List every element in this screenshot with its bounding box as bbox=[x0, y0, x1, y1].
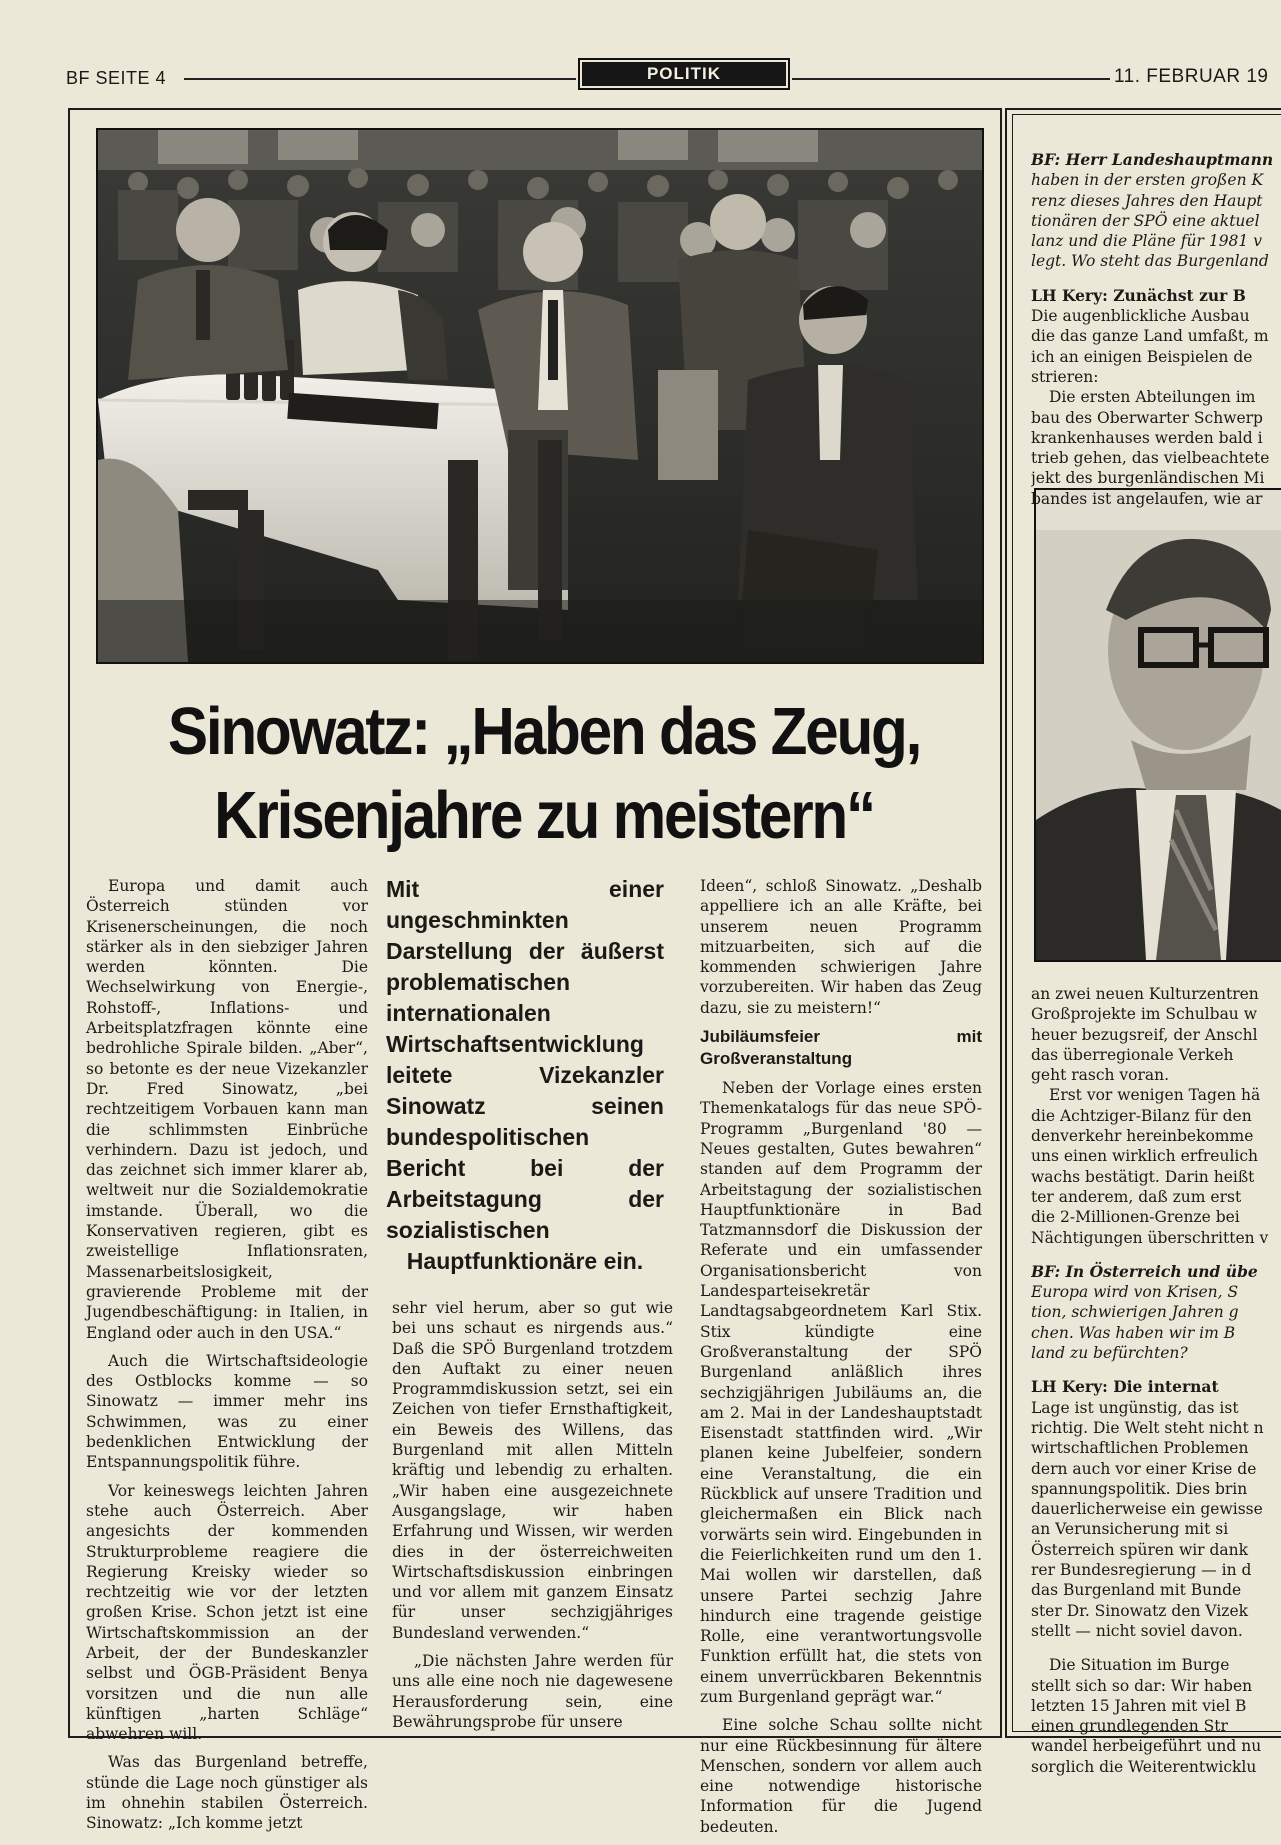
interview-line: haben in der ersten großen K bbox=[1031, 171, 1264, 190]
interview-line: denverkehr hereinbekomme bbox=[1031, 1127, 1254, 1146]
interview-line: sorglich die Weiterentwicklu bbox=[1031, 1757, 1257, 1776]
paragraph: Was das Burgenland betreffe, stünde die Lage noch günstiger als im ohnehin stabilen Österreich. Sinowatz: „Ich komme jetzt bbox=[86, 1753, 368, 1833]
interview-line: krankenhauses werden bald i bbox=[1031, 428, 1263, 447]
interview-line: Europa wird von Krisen, S bbox=[1031, 1283, 1239, 1302]
interview-line: LH Kery: Die internat bbox=[1031, 1377, 1219, 1397]
interview-line: Die Situation im Burge bbox=[1049, 1656, 1230, 1675]
spacer bbox=[1031, 1248, 1281, 1262]
interview-line: BF: In Österreich und übe bbox=[1031, 1261, 1258, 1281]
paragraph: sehr viel herum, aber so gut wie bei uns schaut es nirgends aus.“ Daß die SPÖ Burgenland trotzdem den Auftakt zu einer neuen Programmdiskussion setzt, sei ein Zeichen von tiefer Ernsthaftigkeit, ein Beweis des Willens, das Burgenland mit allen Mitteln kräftig und lebendig zu erhalten. „Wir haben eine ausgezeichnete Ausgangslage, wir haben Erfahrung und Wissen, wir werden dies in der österreichweiten Wirtschaftsdiskussion einbringen und vor allem mit ganzem Einsatz für unser sechzigjähriges Bundesland verwenden.“ bbox=[392, 1299, 673, 1642]
interview-line: Lage ist ungünstig, das ist bbox=[1031, 1398, 1239, 1417]
interview-line: letzten 15 Jahren mit viel B bbox=[1031, 1696, 1247, 1715]
article-column-2 bbox=[392, 1298, 673, 1740]
subheading: Jubiläumsfeier mit Großveranstaltung bbox=[700, 1027, 982, 1069]
interview-line: wachs bestätigt. Darin heißt bbox=[1031, 1167, 1255, 1186]
article-column-3 bbox=[700, 876, 982, 1845]
interview-line: chen. Was haben wir im B bbox=[1031, 1323, 1236, 1342]
interview-line: wandel herbeigeführt und nu bbox=[1031, 1737, 1262, 1756]
interview-line: spannungspolitik. Dies brin bbox=[1031, 1479, 1248, 1498]
interview-line: dauerlicherweise ein gewisse bbox=[1031, 1500, 1263, 1519]
interview-line: ich an einigen Beispielen de bbox=[1031, 347, 1253, 366]
interview-line: Nächtigungen überschritten v bbox=[1031, 1228, 1269, 1247]
interview-line: einen grundlegenden Str bbox=[1031, 1717, 1228, 1736]
interview-line: land zu befürchten? bbox=[1031, 1344, 1188, 1363]
interview-line: Erst vor wenigen Tagen hä bbox=[1049, 1086, 1261, 1105]
conference-photo bbox=[96, 128, 984, 664]
headline-line-1: Sinowatz: „Haben das Zeug, bbox=[167, 694, 921, 769]
interview-line: Österreich spüren wir dank bbox=[1031, 1540, 1249, 1559]
interview-line: trieb gehen, das vielbeachtete bbox=[1031, 449, 1270, 468]
interview-line: wirtschaftlichen Problemen bbox=[1031, 1439, 1249, 1458]
interview-line: heuer bezugsreif, der Anschl bbox=[1031, 1025, 1258, 1044]
interview-line: an zwei neuen Kulturzentren bbox=[1031, 985, 1259, 1003]
interview-line: Großprojekte im Schulbau w bbox=[1031, 1005, 1257, 1024]
header-rule-left bbox=[184, 78, 576, 80]
interview-line: richtig. Die Welt steht nicht n bbox=[1031, 1418, 1264, 1437]
paragraph: „Die nächsten Jahre werden für uns alle eine noch nie dagewesene Herausforderung sein, eine Bewährungsprobe für unsere bbox=[392, 1652, 673, 1731]
paragraph: Auch die Wirtschaftsideologie des Ostblocks komme — so Sinowatz — immer mehr ins Schwimmen, was zu einer bedenklichen Entwicklung der Entspannungspolitik führe. bbox=[86, 1351, 368, 1472]
interview-line: die Achtziger-Bilanz für den bbox=[1031, 1106, 1252, 1125]
interview-line: lanz und die Pläne für 1981 v bbox=[1031, 232, 1262, 251]
interview-line: ster Dr. Sinowatz den Vizek bbox=[1031, 1601, 1249, 1620]
portrait-photo bbox=[1034, 488, 1281, 962]
interview-line: stellt sich so dar: Wir haben bbox=[1031, 1676, 1253, 1695]
interview-line: strieren: bbox=[1031, 367, 1099, 386]
paragraph: Vor keineswegs leichten Jahren stehe auch Österreich. Aber angesichts der kommenden Strukturprobleme reagiere die Regierung Kreisky wieder so rechtzeitig wie vor der letzten großen Krise. Schon jetzt ist eine Wirtschaftskommission an der Arbeit, der der Bundeskanzler selbst und ÖGB-Präsident Benya vorsitzen und die nun alle künftigen „harten Schläge“ abwehren will. bbox=[86, 1481, 368, 1744]
article-lead: Mit einer ungeschminkten Darstellung der äußerst problematischen internationalen Wirtschaftsentwicklung leitete Vizekanzler Sinowatz seinen bundespolitischen Bericht bei der Arbeitstagung der sozialistischen Hauptfunktionäre ein. bbox=[386, 876, 664, 1274]
headline-line-2: Krisenjahre zu meistern“ bbox=[214, 778, 874, 853]
interview-line: BF: Herr Landeshauptmann bbox=[1031, 150, 1274, 169]
portrait-photo-image bbox=[1036, 490, 1281, 960]
interview-line: dern auch vor einer Krise de bbox=[1031, 1459, 1257, 1478]
section-badge bbox=[578, 58, 790, 90]
paragraph: Neben der Vorlage eines ersten Themenkatalogs für das neue SPÖ-Programm „Burgenland '80 — Neues gestalten, Gutes bewahren“ standen auf dem Programm der Arbeitstagung der sozialistischen Hauptfunktionäre in Bad Tatzmannsdorf die Diskussion der Referate und ein umfassender Organisationsbericht von Landesparteisekretär Landtagsabgeordnetem Karl Stix. Stix kündigte eine Großveranstaltung der SPÖ Burgenland anläßlich ihres sechzigjährigen Jubiläums an, die am 2. Mai in der Landeshauptstadt Eisenstadt stattfinden wird. „Wir planen keine Jubelfeier, sondern eine Veranstaltung, die ein Rückblick auf unsere Tradition und gleichermaßen ein Blick nach vorwärts sein wird. Eingebunden in die Feierlichkeiten rund um den 1. Mai wollen wir darstellen, daß unsere Partei sechzig Jahre hindurch eine tragende geistige Rolle, eine verantwortungsvolle Funktion erfüllt hat, die stets von einem unverrückbaren Bekenntnis zum Burgenland geprägt war.“ bbox=[700, 1079, 982, 1706]
interview-line: geht rasch voran. bbox=[1031, 1066, 1170, 1085]
interview-line: rer Bundesregierung — in d bbox=[1031, 1561, 1252, 1580]
spacer bbox=[1031, 1641, 1281, 1655]
article-column-1 bbox=[86, 876, 368, 1842]
spacer bbox=[1031, 272, 1281, 286]
conference-photo-image bbox=[98, 130, 982, 662]
section-label: POLITIK bbox=[582, 62, 786, 86]
interview-line: renz dieses Jahres den Haupt bbox=[1031, 191, 1263, 210]
page-label: BF SEITE 4 bbox=[66, 68, 167, 88]
spacer bbox=[1031, 1363, 1281, 1377]
interview-column-bottom bbox=[1031, 984, 1281, 1777]
interview-line: Die ersten Abteilungen im bbox=[1049, 388, 1256, 407]
interview-line: stellt — nicht soviel davon. bbox=[1031, 1621, 1243, 1640]
interview-line: LH Kery: Zunächst zur B bbox=[1031, 285, 1246, 305]
interview-column-top bbox=[1031, 150, 1281, 509]
paragraph: Eine solche Schau sollte nicht nur eine Rückbesinnung für ältere Menschen, sondern vor allem auch eine notwendige historische Information für die Jugend bedeuten. bbox=[700, 1716, 982, 1836]
interview-line: Die augenblickliche Ausbau bbox=[1031, 307, 1250, 326]
interview-line: die das ganze Land umfaßt, m bbox=[1031, 327, 1269, 346]
issue-date: 11. FEBRUAR 19 bbox=[1114, 66, 1269, 87]
headline bbox=[148, 690, 940, 858]
paragraph: Europa und damit auch Österreich stünden vor Krisenerscheinungen, die noch stärker als in den siebziger Jahren werden könnten. Die Wechselwirkung von Energie-, Rohstoff-, Inflations- und Arbeitsplatzfragen könnte eine bedrohliche Spirale bilden. „Aber“, so betonte es der neue Vizekanzler Dr. Fred Sinowatz, „bei rechtzeitigem Vorbauen kann man die schlimmsten Einbrüche verhindern. Dazu ist jedoch, und das zeichnet sich immer klarer ab, weltweit nur die Sozialdemokratie imstande. Überall, wo die Konservativen regieren, gibt es zweistellige Inflationsraten, Massenarbeitslosigkeit, gravierende Probleme mit der Jugendbeschäftigung: in Italien, in England oder auch in den USA.“ bbox=[86, 877, 368, 1342]
interview-line: ter anderem, daß zum erst bbox=[1031, 1187, 1242, 1206]
interview-line: das Burgenland mit Bunde bbox=[1031, 1581, 1242, 1600]
interview-line: legt. Wo steht das Burgenland bbox=[1031, 252, 1269, 271]
header-rule-right bbox=[792, 78, 1110, 80]
paragraph: Ideen“, schloß Sinowatz. „Deshalb appelliere ich an alle Kräfte, bei unserem neuen Programm mitzuarbeiten, sich auf die kommenden schwierigen Jahre vorzubereiten. Wir haben das Zeug dazu, sie zu meistern!“ bbox=[700, 877, 982, 1017]
interview-line: an Verunsicherung mit si bbox=[1031, 1520, 1229, 1539]
interview-line: bau des Oberwarter Schwerp bbox=[1031, 408, 1263, 427]
interview-line: jekt des burgenländischen Mi bbox=[1031, 469, 1265, 488]
interview-line: bandes ist angelaufen, wie ar bbox=[1031, 489, 1263, 508]
interview-line: das überregionale Verkeh bbox=[1031, 1045, 1234, 1064]
interview-line: tionären der SPÖ eine aktuel bbox=[1031, 211, 1260, 230]
interview-line: tion, schwierigen Jahren g bbox=[1031, 1303, 1239, 1322]
interview-line: die 2-Millionen-Grenze bei bbox=[1031, 1208, 1240, 1227]
interview-line: uns einen wirklich erfreulich bbox=[1031, 1147, 1259, 1166]
